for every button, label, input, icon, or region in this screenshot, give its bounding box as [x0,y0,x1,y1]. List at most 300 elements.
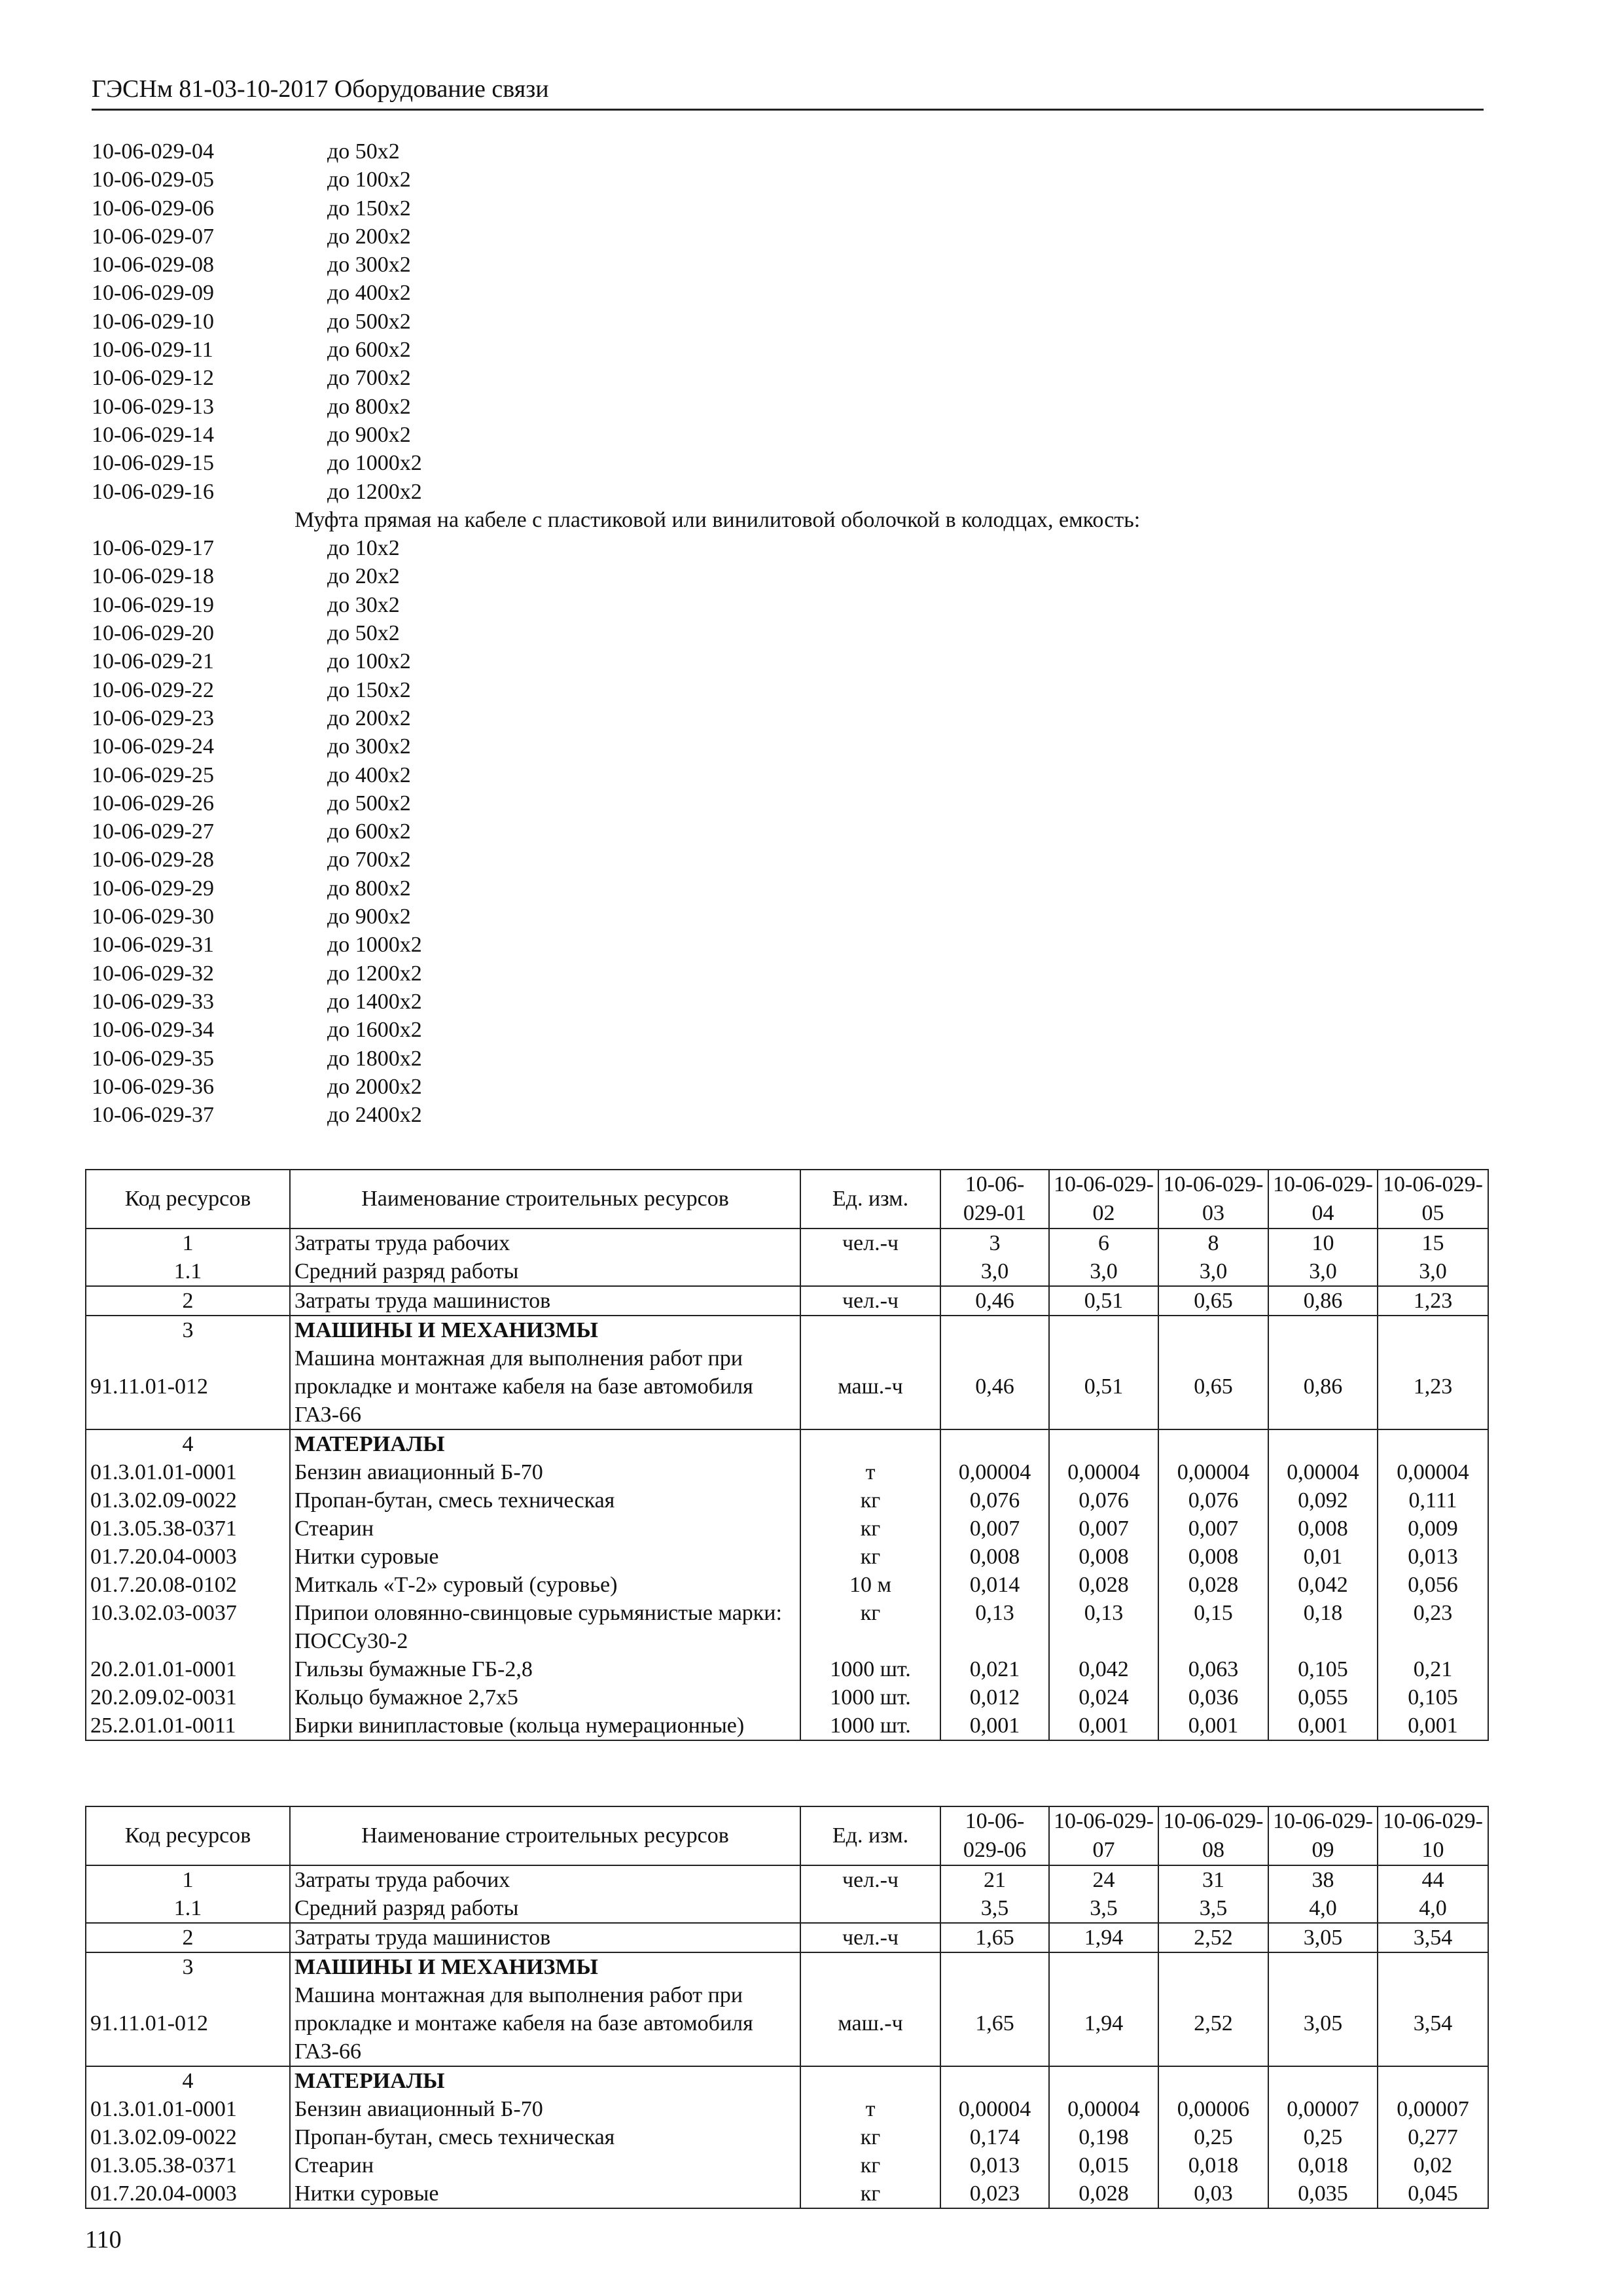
resource-value: 1,94 [1049,1923,1158,1952]
code-list-row [92,732,1484,761]
resource-value: 0,076 [1049,1486,1158,1515]
resource-code: 4 [86,1429,290,1458]
code-list-code: 10-06-029-16 [92,479,214,504]
resource-value [1268,1429,1378,1458]
resource-name: МАШИНЫ И МЕХАНИЗМЫ [290,1316,800,1344]
resource-name: Машина монтажная для выполнения работ при прокладке и монтаже кабеля на базе автомобиля ГАЗ-66 [290,1981,800,2066]
resource-value: 0,008 [1049,1543,1158,1571]
code-list-row [92,647,1484,675]
resource-value: 0,01 [1268,1543,1378,1571]
resource-value [940,1952,1049,1981]
resource-code: 01.3.01.01-0001 [86,1458,290,1486]
resource-value [940,1429,1049,1458]
resource-value: 0,198 [1049,2123,1158,2151]
resource-value: 8 [1158,1229,1268,1257]
resource-value: 3,0 [1049,1257,1158,1286]
resource-code: 25.2.01.01-0011 [86,1712,290,1740]
code-list-heading [92,506,1484,534]
table-row [86,1981,1488,2066]
code-list-code: 10-06-029-33 [92,989,214,1014]
resource-value: 0,063 [1158,1655,1268,1683]
resource-unit [800,1894,940,1923]
resource-value: 31 [1158,1865,1268,1894]
resource-value: 0,028 [1049,1571,1158,1599]
code-list-row [92,960,1484,988]
resource-value: 0,174 [940,2123,1049,2151]
resource-name: Нитки суровые [290,2179,800,2208]
resource-value: 2,52 [1158,1981,1268,2066]
table-row [86,2123,1488,2151]
resource-value: 3,5 [1049,1894,1158,1923]
resource-code: 3 [86,1952,290,1981]
resource-code: 1 [86,1229,290,1257]
resource-name: Бензин авиационный Б-70 [290,1458,800,1486]
code-list-desc: до 50х2 [327,621,400,646]
code-list-code: 10-06-029-14 [92,422,214,447]
code-list-row [92,817,1484,846]
code-list-row [92,761,1484,789]
resource-value: 0,013 [1378,1543,1488,1571]
resource-value: 0,00004 [1268,1458,1378,1486]
code-list-code: 10-06-029-35 [92,1046,214,1071]
resource-value: 0,014 [940,1571,1049,1599]
code-list-row [92,1073,1484,1101]
resource-value: 0,13 [940,1599,1049,1655]
resource-code: 10.3.02.03-0037 [86,1599,290,1655]
code-list-code: 10-06-029-21 [92,649,214,674]
resource-value [1268,1316,1378,1344]
resource-value [1049,1429,1158,1458]
table-row [86,1344,1488,1429]
resource-value [940,1316,1049,1344]
resource-unit [800,2066,940,2095]
resource-unit [800,1429,940,1458]
resource-value [1378,2066,1488,2095]
code-list-row [92,846,1484,874]
code-list-desc: до 1200х2 [327,961,422,986]
code-list-desc: до 900х2 [327,422,411,447]
table-row [86,1543,1488,1571]
code-list-code: 10-06-029-19 [92,592,214,617]
resource-value: 0,009 [1378,1515,1488,1543]
resource-code: 01.3.05.38-0371 [86,1515,290,1543]
resource-value [1049,2066,1158,2095]
header-code: Код ресурсов [86,1806,290,1865]
resource-value: 0,21 [1378,1655,1488,1683]
code-list-code: 10-06-029-10 [92,309,214,334]
resource-value: 0,035 [1268,2179,1378,2208]
resource-value: 38 [1268,1865,1378,1894]
table-body [86,1229,1488,1740]
resource-value: 0,02 [1378,2151,1488,2179]
resource-name: Средний разряд работы [290,1894,800,1923]
resource-name: Кольцо бумажное 2,7х5 [290,1683,800,1712]
resource-unit [800,1952,940,1981]
code-list-desc: до 30х2 [327,592,400,617]
code-list-code: 10-06-029-24 [92,734,214,759]
code-list-desc: до 600х2 [327,819,411,844]
code-list-row [92,449,1484,477]
resource-name: Пропан-бутан, смесь техническая [290,2123,800,2151]
table-row [86,1229,1488,1257]
code-list-desc: до 50х2 [327,139,400,164]
resource-value: 0,055 [1268,1683,1378,1712]
resource-value: 0,18 [1268,1599,1378,1655]
resource-value [1268,2066,1378,2095]
resource-value [1158,1429,1268,1458]
code-list-row [92,676,1484,704]
code-list-desc: до 600х2 [327,338,411,363]
resources-table-1 [85,1169,1489,1741]
code-list-code: 10-06-029-08 [92,253,214,278]
resource-unit: кг [800,1543,940,1571]
resource-name: Бензин авиационный Б-70 [290,2095,800,2123]
resources-table-2 [85,1806,1489,2209]
code-list-desc: до 1600х2 [327,1018,422,1043]
resource-unit: кг [800,1515,940,1543]
resource-value: 0,00006 [1158,2095,1268,2123]
code-list-code: 10-06-029-27 [92,819,214,844]
page-number: 110 [85,2226,122,2253]
code-list-row [92,1101,1484,1129]
code-list-desc: Муфта прямая на кабеле с пластиковой или винилитовой оболочкой в колодцах, емкость: [294,507,1141,532]
code-list-code: 10-06-029-15 [92,451,214,476]
resource-code: 1 [86,1865,290,1894]
resource-value: 0,111 [1378,1486,1488,1515]
table-row [86,1599,1488,1655]
table-row [86,1894,1488,1923]
table-row [86,1316,1488,1344]
code-list-code: 10-06-029-30 [92,905,214,929]
resource-value: 0,092 [1268,1486,1378,1515]
resource-value: 0,65 [1158,1286,1268,1316]
code-list [92,137,1484,1129]
resource-name: Гильзы бумажные ГБ-2,8 [290,1655,800,1683]
header-unit: Ед. изм. [800,1806,940,1865]
resource-value: 3,0 [940,1257,1049,1286]
code-list-row [92,931,1484,959]
resource-value: 21 [940,1865,1049,1894]
resource-value: 24 [1049,1865,1158,1894]
table-row [86,1515,1488,1543]
code-list-row [92,251,1484,279]
resource-value: 0,13 [1049,1599,1158,1655]
resource-value: 0,105 [1268,1655,1378,1683]
resource-value: 0,15 [1158,1599,1268,1655]
resource-value: 1,65 [940,1981,1049,2066]
code-list-code: 10-06-029-07 [92,224,214,249]
code-list-desc: до 10х2 [327,536,400,561]
header-name: Наименование строительных ресурсов [290,1170,800,1229]
code-list-code: 10-06-029-20 [92,621,214,646]
resource-name: Затраты труда рабочих [290,1229,800,1257]
resource-value: 0,25 [1158,2123,1268,2151]
code-list-code: 10-06-029-34 [92,1018,214,1043]
code-list-code: 10-06-029-36 [92,1074,214,1099]
code-list-code: 10-06-029-11 [92,338,213,363]
code-list-row [92,591,1484,619]
table-row [86,1571,1488,1599]
resource-value: 0,028 [1049,2179,1158,2208]
resource-code: 2 [86,1923,290,1952]
resource-value: 0,51 [1049,1286,1158,1316]
resource-unit [800,1257,940,1286]
resource-code: 01.3.02.09-0022 [86,2123,290,2151]
code-list-desc: до 100х2 [327,168,411,192]
resource-value [1378,1316,1488,1344]
resource-value: 0,00004 [940,2095,1049,2123]
resource-value: 0,036 [1158,1683,1268,1712]
resource-value: 0,86 [1268,1344,1378,1429]
resource-value: 0,007 [1158,1515,1268,1543]
header-name: Наименование строительных ресурсов [290,1806,800,1865]
resource-name: Нитки суровые [290,1543,800,1571]
code-list-code: 10-06-029-29 [92,876,214,901]
code-list-code: 10-06-029-17 [92,536,214,561]
resource-value: 3,5 [1158,1894,1268,1923]
resource-value: 0,001 [1378,1712,1488,1740]
table-row [86,1257,1488,1286]
resource-value: 0,024 [1049,1683,1158,1712]
resource-value: 6 [1049,1229,1158,1257]
resource-value: 0,001 [1158,1712,1268,1740]
resource-value: 0,46 [940,1344,1049,1429]
resource-code: 1.1 [86,1894,290,1923]
resource-value: 0,00004 [1049,2095,1158,2123]
resource-value: 1,94 [1049,1981,1158,2066]
resource-value: 0,008 [940,1543,1049,1571]
resource-value: 3,5 [940,1894,1049,1923]
resource-name: МАТЕРИАЛЫ [290,1429,800,1458]
code-list-row [92,194,1484,223]
code-list-code: 10-06-029-37 [92,1103,214,1128]
resource-value [1378,1429,1488,1458]
resource-unit: кг [800,1599,940,1655]
code-list-row [92,421,1484,449]
code-list-row [92,903,1484,931]
table-row [86,2179,1488,2208]
resource-value [940,2066,1049,2095]
table-row [86,1458,1488,1486]
code-list-desc: до 800х2 [327,876,411,901]
code-list-row [92,988,1484,1016]
code-list-row [92,137,1484,166]
resource-value [1378,1952,1488,1981]
code-list-desc: до 500х2 [327,309,411,334]
resource-code: 4 [86,2066,290,2095]
code-list-desc: до 1000х2 [327,451,422,476]
code-list-desc: до 150х2 [327,196,411,221]
header-col: 10-06-029-06 [940,1806,1049,1865]
code-list-row [92,393,1484,421]
resource-value: 0,65 [1158,1344,1268,1429]
resource-unit: чел.-ч [800,1229,940,1257]
resource-value: 0,015 [1049,2151,1158,2179]
header-col: 10-06-029-10 [1378,1806,1488,1865]
header-col: 10-06-029-04 [1268,1170,1378,1229]
code-list-row [92,1016,1484,1044]
resource-value: 0,045 [1378,2179,1488,2208]
resource-code: 20.2.01.01-0001 [86,1655,290,1683]
table-body [86,1865,1488,2208]
resource-value: 0,46 [940,1286,1049,1316]
table-row [86,1712,1488,1740]
resource-value: 0,03 [1158,2179,1268,2208]
resource-value: 3,54 [1378,1923,1488,1952]
table-row [86,1486,1488,1515]
resource-unit: маш.-ч [800,1344,940,1429]
resource-value: 0,00004 [940,1458,1049,1486]
code-list-desc: до 1800х2 [327,1046,422,1071]
resource-value: 4,0 [1268,1894,1378,1923]
code-list-row [92,1045,1484,1073]
code-list-code: 10-06-029-09 [92,281,214,306]
table-row [86,2095,1488,2123]
code-list-row [92,478,1484,506]
code-list-desc: до 200х2 [327,224,411,249]
code-list-desc: до 700х2 [327,366,411,391]
resource-unit: 1000 шт. [800,1655,940,1683]
table-row [86,1286,1488,1316]
code-list-row [92,562,1484,590]
resource-code: 01.7.20.04-0003 [86,2179,290,2208]
resource-name: Затраты труда рабочих [290,1865,800,1894]
code-list-desc: до 900х2 [327,905,411,929]
code-list-desc: до 1200х2 [327,479,422,504]
resource-name: Затраты труда машинистов [290,1923,800,1952]
resource-value: 44 [1378,1865,1488,1894]
code-list-row [92,789,1484,817]
code-list-row [92,619,1484,647]
resource-value: 0,001 [1049,1712,1158,1740]
resource-code: 01.3.01.01-0001 [86,2095,290,2123]
resource-value: 3,0 [1158,1257,1268,1286]
code-list-row [92,534,1484,562]
code-list-desc: до 700х2 [327,848,411,872]
code-list-code: 10-06-029-06 [92,196,214,221]
code-list-code: 10-06-029-13 [92,394,214,419]
resource-unit: чел.-ч [800,1923,940,1952]
resource-value: 0,007 [940,1515,1049,1543]
resource-value: 3,0 [1378,1257,1488,1286]
resource-value: 0,012 [940,1683,1049,1712]
table-row [86,2066,1488,2095]
resource-value: 0,021 [940,1655,1049,1683]
resource-name: МАШИНЫ И МЕХАНИЗМЫ [290,1952,800,1981]
code-list-code: 10-06-029-25 [92,762,214,787]
resource-value: 10 [1268,1229,1378,1257]
resource-value: 3,05 [1268,1923,1378,1952]
code-list-code: 10-06-029-23 [92,706,214,730]
resource-value: 0,007 [1049,1515,1158,1543]
resource-value: 0,25 [1268,2123,1378,2151]
resource-value: 0,51 [1049,1344,1158,1429]
code-list-code: 10-06-029-31 [92,933,214,958]
header-col: 10-06-029-03 [1158,1170,1268,1229]
resource-code: 3 [86,1316,290,1344]
code-list-desc: до 400х2 [327,281,411,306]
resource-unit [800,1316,940,1344]
resource-unit: 1000 шт. [800,1712,940,1740]
resource-name: Бирки винипластовые (кольца нумерационные) [290,1712,800,1740]
code-list-desc: до 500х2 [327,791,411,816]
header-col: 10-06-029-07 [1049,1806,1158,1865]
resource-value: 0,00007 [1268,2095,1378,2123]
code-list-desc: до 400х2 [327,762,411,787]
code-list-desc: до 20х2 [327,564,400,589]
table-row [86,2151,1488,2179]
resource-value: 0,042 [1049,1655,1158,1683]
resource-unit: кг [800,2179,940,2208]
code-list-row [92,166,1484,194]
code-list-code: 10-06-029-26 [92,791,214,816]
code-list-desc: до 1000х2 [327,933,422,958]
code-list-code: 10-06-029-04 [92,139,214,164]
code-list-code: 10-06-029-28 [92,848,214,872]
resource-code: 91.11.01-012 [86,1981,290,2066]
resource-value [1268,1952,1378,1981]
resource-value: 3,05 [1268,1981,1378,2066]
resource-code: 01.7.20.04-0003 [86,1543,290,1571]
resource-value: 0,00004 [1049,1458,1158,1486]
header-col: 10-06-029-08 [1158,1806,1268,1865]
resource-unit: 1000 шт. [800,1683,940,1712]
code-list-desc: до 300х2 [327,734,411,759]
resource-value [1049,1316,1158,1344]
resource-unit: кг [800,2151,940,2179]
code-list-row [92,336,1484,364]
resource-value: 1,23 [1378,1286,1488,1316]
resource-unit: т [800,1458,940,1486]
resource-value [1158,1952,1268,1981]
resource-value: 0,042 [1268,1571,1378,1599]
resource-unit: т [800,2095,940,2123]
code-list-desc: до 1400х2 [327,989,422,1014]
resource-value [1158,1316,1268,1344]
resource-value [1158,2066,1268,2095]
code-list-row [92,279,1484,307]
resource-value: 0,008 [1158,1543,1268,1571]
code-list-row [92,364,1484,392]
resource-code: 2 [86,1286,290,1316]
table-row [86,1952,1488,1981]
code-list-row [92,308,1484,336]
resource-value: 0,277 [1378,2123,1488,2151]
resource-value: 0,23 [1378,1599,1488,1655]
code-list-desc: до 300х2 [327,253,411,278]
resource-code: 01.3.05.38-0371 [86,2151,290,2179]
table-row [86,1655,1488,1683]
resource-value: 0,00007 [1378,2095,1488,2123]
resource-value: 0,001 [940,1712,1049,1740]
code-list-desc: до 100х2 [327,649,411,674]
resource-name: Машина монтажная для выполнения работ при прокладке и монтаже кабеля на базе автомобиля ГАЗ-66 [290,1344,800,1429]
code-list-row [92,223,1484,251]
resource-name: Затраты труда машинистов [290,1286,800,1316]
resource-value [1049,1952,1158,1981]
resource-value: 4,0 [1378,1894,1488,1923]
resource-value: 0,001 [1268,1712,1378,1740]
resource-code: 91.11.01-012 [86,1344,290,1429]
header-col: 10-06-029-01 [940,1170,1049,1229]
resource-code: 01.3.02.09-0022 [86,1486,290,1515]
code-list-code: 10-06-029-22 [92,677,214,702]
resource-value: 0,028 [1158,1571,1268,1599]
resource-value: 0,008 [1268,1515,1378,1543]
resource-value: 1,65 [940,1923,1049,1952]
code-list-code: 10-06-029-18 [92,564,214,589]
resource-value: 3,54 [1378,1981,1488,2066]
